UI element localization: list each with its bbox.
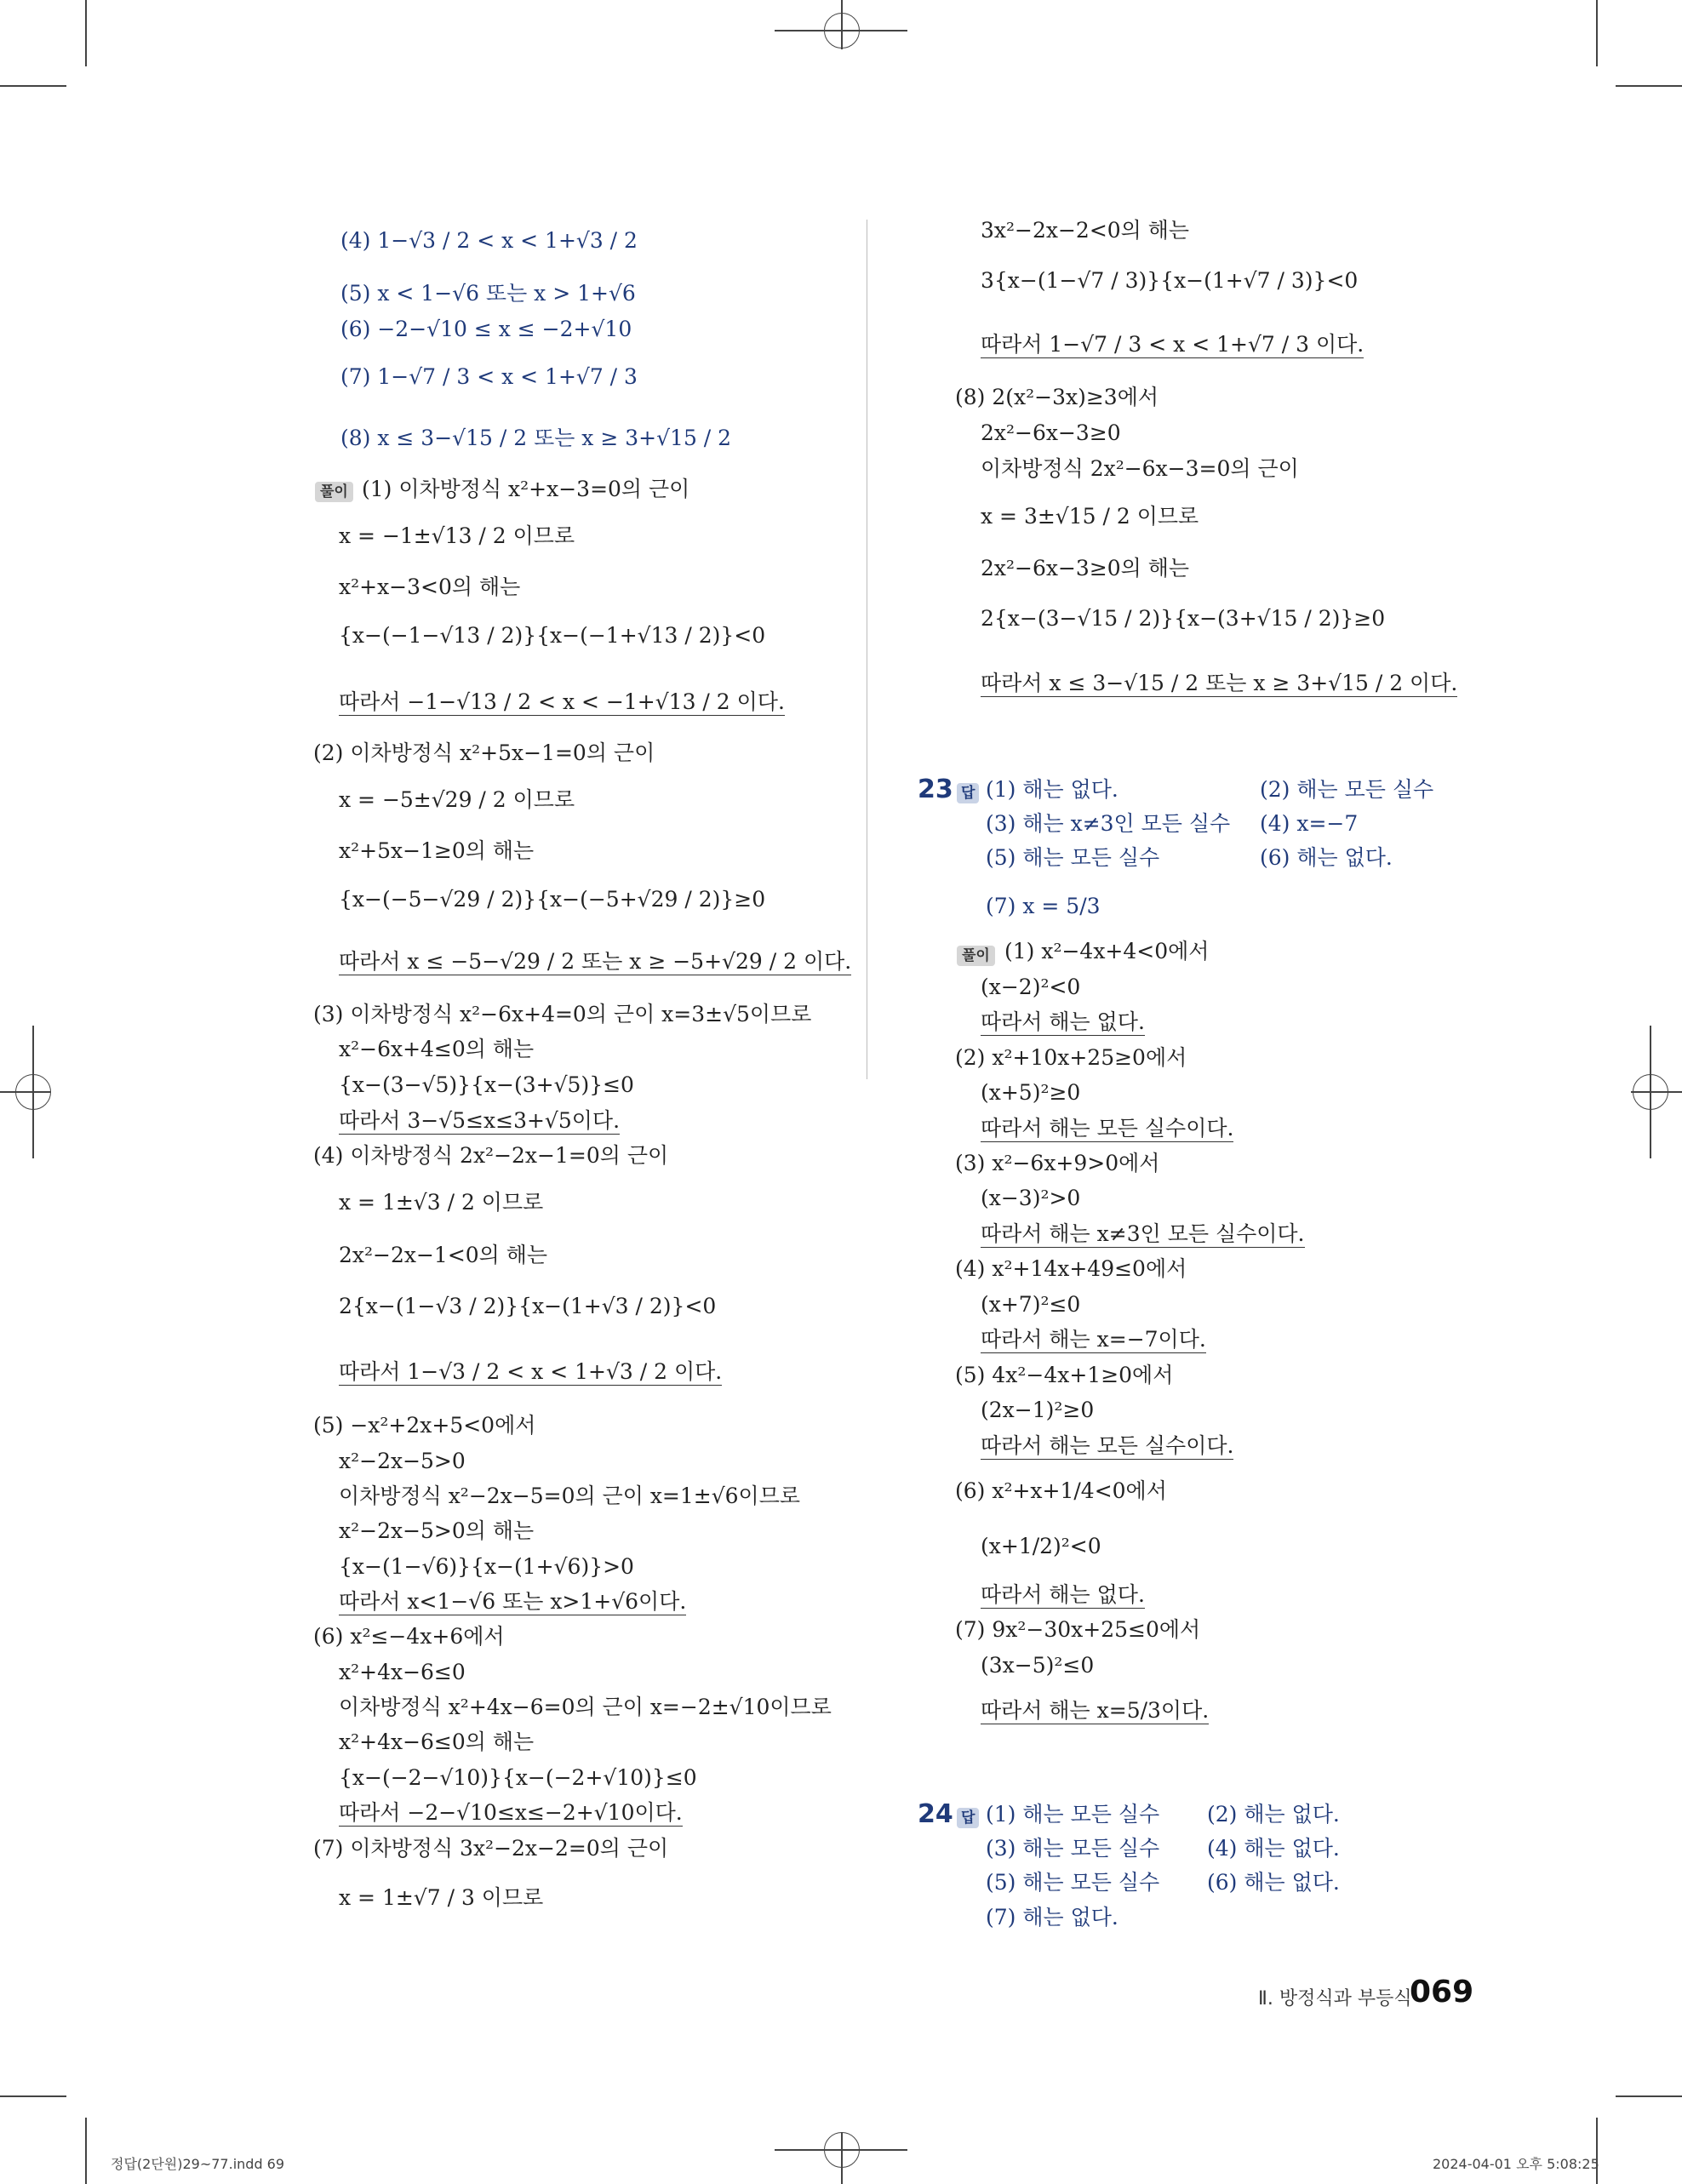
answer-line: (1) 해는 없다.: [986, 777, 1118, 802]
solution-line: 2x²−6x−3≥0의 해는: [981, 556, 1190, 580]
solution-line: 3x²−2x−2<0의 해는: [981, 218, 1190, 243]
solution-line: (5) 4x²−4x+1≥0에서: [955, 1363, 1174, 1387]
solution-line: 따라서 해는 x≠3인 모든 실수이다.: [981, 1221, 1305, 1246]
answer-line: (5) 해는 모든 실수: [986, 1870, 1160, 1895]
solution-line: (2) 이차방정식 x²+5x−1=0의 근이: [313, 740, 655, 765]
crop-mark: [32, 1026, 34, 1158]
answer-line: (3) 해는 x≠3인 모든 실수: [986, 811, 1231, 836]
solution-line: (1) x²−4x+4<0에서: [1004, 939, 1210, 963]
crop-mark: [85, 2118, 87, 2184]
crop-mark: [0, 2095, 66, 2097]
answer-line: (4) x=−7: [1260, 811, 1359, 836]
solution-line: (x+7)²≤0: [981, 1292, 1081, 1317]
solution-line: (6) x²+x+1/4<0에서: [955, 1478, 1167, 1503]
solution-line: (x+5)²≥0: [981, 1080, 1081, 1105]
solution-line: 따라서 1−√3 / 2 < x < 1+√3 / 2 이다.: [339, 1359, 723, 1384]
solution-line: (x−3)²>0: [981, 1186, 1081, 1210]
solution-line: (4) 이차방정식 2x²−2x−1=0의 근이: [313, 1143, 669, 1168]
answer-line: (7) 1−√7 / 3 < x < 1+√7 / 3: [340, 364, 638, 389]
solution-line: x = 1±√3 / 2 이므로: [339, 1190, 544, 1215]
question-number: 23: [918, 775, 953, 804]
answer-tag: 답: [957, 1803, 979, 1828]
crop-mark: [1616, 85, 1682, 87]
solution-line: {x−(1−√6)}{x−(1+√6)}>0: [339, 1554, 634, 1579]
solution-line: {x−(3−√5)}{x−(3+√5)}≤0: [339, 1072, 634, 1097]
solution-line: 따라서 해는 없다.: [981, 1009, 1145, 1034]
solution-line: (x+1/2)²<0: [981, 1534, 1101, 1558]
solution-line: x²+4x−6≤0: [339, 1660, 466, 1684]
solution-line: 2{x−(1−√3 / 2)}{x−(1+√3 / 2)}<0: [339, 1294, 717, 1318]
print-timestamp: 2024-04-01 오후 5:08:25: [1433, 2156, 1599, 2172]
answer-tag: 답: [957, 778, 979, 803]
crop-mark: [85, 0, 87, 66]
solution-line: x = −1±√13 / 2 이므로: [339, 523, 575, 548]
solution-tag: 풀이: [957, 940, 995, 966]
crop-mark: [1596, 0, 1598, 66]
solution-line: (2) x²+10x+25≥0에서: [955, 1045, 1187, 1070]
solution-line: 따라서 x ≤ −5−√29 / 2 또는 x ≥ −5+√29 / 2 이다.: [339, 949, 852, 974]
answer-line: (2) 해는 없다.: [1207, 1802, 1340, 1827]
solution-line: x = 3±√15 / 2 이므로: [981, 504, 1199, 529]
solution-line: (8) 2(x²−3x)≥3에서: [955, 385, 1159, 409]
solution-line: 3{x−(1−√7 / 3)}{x−(1+√7 / 3)}<0: [981, 268, 1359, 293]
crop-mark: [1650, 1026, 1651, 1158]
solution-line: {x−(−5−√29 / 2)}{x−(−5+√29 / 2)}≥0: [339, 887, 766, 912]
solution-line: (7) 9x²−30x+25≤0에서: [955, 1617, 1201, 1642]
solution-line: (3) 이차방정식 x²−6x+4=0의 근이 x=3±√5이므로: [313, 1002, 812, 1026]
answer-line: (1) 해는 모든 실수: [986, 1802, 1160, 1827]
crop-mark: [0, 85, 66, 87]
solution-line: 따라서 1−√7 / 3 < x < 1+√7 / 3 이다.: [981, 332, 1364, 357]
solution-line: {x−(−2−√10)}{x−(−2+√10)}≤0: [339, 1765, 697, 1790]
solution-line: 따라서 x ≤ 3−√15 / 2 또는 x ≥ 3+√15 / 2 이다.: [981, 671, 1458, 695]
answer-line: (2) 해는 모든 실수: [1260, 777, 1434, 802]
question-number: 24: [918, 1799, 953, 1829]
solution-line: x²+x−3<0의 해는: [339, 575, 521, 599]
crop-mark: [841, 0, 843, 49]
solution-line: 따라서 해는 x=−7이다.: [981, 1327, 1206, 1352]
solution-line: (1) 이차방정식 x²+x−3=0의 근이: [362, 477, 690, 501]
solution-line: {x−(−1−√13 / 2)}{x−(−1+√13 / 2)}<0: [339, 623, 766, 648]
solution-line: 따라서 해는 없다.: [981, 1582, 1145, 1607]
solution-line: 따라서 −1−√13 / 2 < x < −1+√13 / 2 이다.: [339, 689, 785, 714]
answer-line: (7) x = 5/3: [986, 894, 1101, 918]
solution-line: x²+4x−6≤0의 해는: [339, 1729, 535, 1754]
solution-line: (2x−1)²≥0: [981, 1398, 1095, 1422]
answer-line: (3) 해는 모든 실수: [986, 1836, 1160, 1861]
solution-line: 2x²−6x−3≥0: [981, 420, 1121, 445]
solution-line: x = −5±√29 / 2 이므로: [339, 787, 575, 812]
answer-line: (4) 1−√3 / 2 < x < 1+√3 / 2: [340, 228, 638, 253]
page-number: 069: [1410, 1975, 1474, 2010]
answer-line: (7) 해는 없다.: [986, 1905, 1118, 1930]
answer-line: (6) −2−√10 ≤ x ≤ −2+√10: [340, 317, 632, 341]
solution-line: 이차방정식 x²−2x−5=0의 근이 x=1±√6이므로: [339, 1484, 801, 1508]
solution-line: 이차방정식 2x²−6x−3=0의 근이: [981, 456, 1299, 481]
solution-line: 이차방정식 x²+4x−6=0의 근이 x=−2±√10이므로: [339, 1695, 832, 1719]
crop-mark: [841, 2132, 843, 2184]
solution-line: (6) x²≤−4x+6에서: [313, 1624, 505, 1649]
solution-line: 2{x−(3−√15 / 2)}{x−(3+√15 / 2)}≥0: [981, 606, 1386, 631]
solution-line: x²+5x−1≥0의 해는: [339, 838, 535, 863]
file-name: 정답(2단원)29~77.indd 69: [111, 2156, 285, 2172]
answer-line: (4) 해는 없다.: [1207, 1836, 1340, 1861]
chapter-label: Ⅱ. 방정식과 부등식: [1258, 1988, 1412, 2010]
crop-mark: [1596, 2118, 1598, 2184]
crop-mark: [1616, 2095, 1682, 2097]
answer-line: (6) 해는 없다.: [1207, 1870, 1340, 1895]
solution-line: x²−2x−5>0의 해는: [339, 1518, 535, 1543]
solution-line: x = 1±√7 / 3 이므로: [339, 1885, 544, 1910]
solution-line: (3x−5)²≤0: [981, 1653, 1095, 1678]
solution-line: (3) x²−6x+9>0에서: [955, 1151, 1160, 1175]
solution-line: 따라서 해는 모든 실수이다.: [981, 1116, 1234, 1141]
solution-line: 따라서 3−√5≤x≤3+√5이다.: [339, 1108, 621, 1133]
solution-line: (x−2)²<0: [981, 975, 1081, 999]
answer-line: (6) 해는 없다.: [1260, 845, 1393, 870]
crop-mark: [0, 1091, 51, 1093]
solution-line: 따라서 −2−√10≤x≤−2+√10이다.: [339, 1800, 683, 1825]
solution-line: x²−6x+4≤0의 해는: [339, 1037, 535, 1061]
crop-mark: [1631, 1091, 1682, 1093]
answer-line: (5) 해는 모든 실수: [986, 845, 1160, 870]
solution-line: 따라서 x<1−√6 또는 x>1+√6이다.: [339, 1589, 687, 1614]
solution-line: 2x²−2x−1<0의 해는: [339, 1243, 548, 1267]
answer-line: (8) x ≤ 3−√15 / 2 또는 x ≥ 3+√15 / 2: [340, 426, 732, 450]
solution-line: (7) 이차방정식 3x²−2x−2=0의 근이: [313, 1836, 669, 1861]
solution-tag: 풀이: [315, 477, 353, 502]
solution-line: 따라서 해는 모든 실수이다.: [981, 1433, 1234, 1458]
answer-line: (5) x < 1−√6 또는 x > 1+√6: [340, 281, 636, 306]
solution-line: (5) −x²+2x+5<0에서: [313, 1413, 536, 1438]
solution-line: 따라서 해는 x=5/3이다.: [981, 1698, 1210, 1723]
solution-line: x²−2x−5>0: [339, 1449, 466, 1473]
solution-line: (4) x²+14x+49≤0에서: [955, 1256, 1187, 1281]
